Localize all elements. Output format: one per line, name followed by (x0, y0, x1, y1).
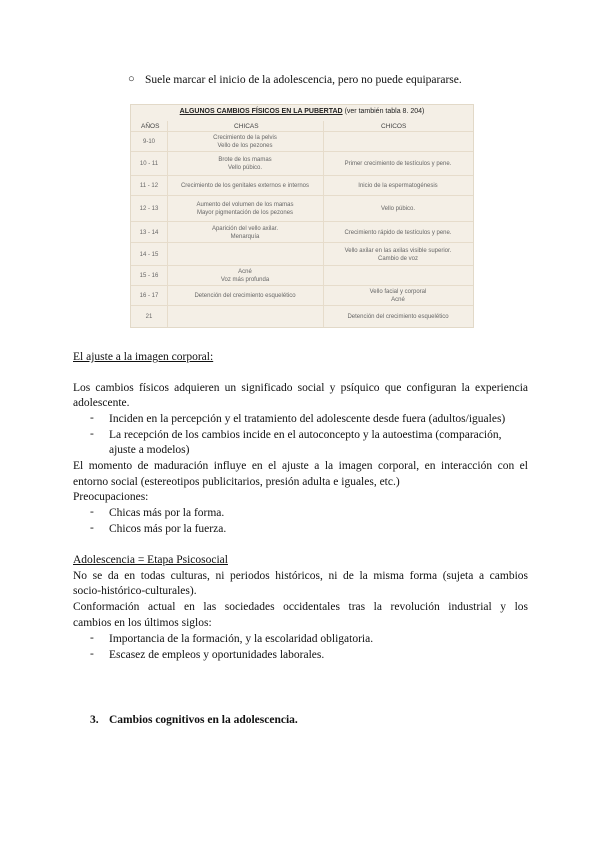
table-row (131, 305, 473, 327)
table-header-boys: CHICOS (381, 123, 407, 130)
paragraph-line: adolescente. (73, 397, 130, 409)
section-heading-cognitive: Cambios cognitivos en la adolescencia. (109, 714, 298, 726)
paragraph-line: socio-histórico-culturales). (73, 585, 197, 597)
table-cell-chicas: Crecimiento de los genitales externos e internos (180, 183, 310, 189)
bullet-circle-icon: ○ (128, 73, 135, 85)
list-item: La recepción de los cambios incide en el autoconcepto y la autoestima (comparación, (109, 429, 502, 441)
bullet-text: Suele marcar el inicio de la adolescencia, pero no puede equipararse. (145, 74, 462, 86)
table-cell-age: 13 - 14 (139, 229, 159, 236)
section-number: 3. (90, 714, 99, 726)
table-cell-chicas: Aparición del vello axilar. Menarquía (211, 225, 279, 240)
section-heading-psychosocial: Adolescencia = Etapa Psicosocial (73, 554, 228, 566)
section-heading-body-image: El ajuste a la imagen corporal: (73, 351, 214, 363)
paragraph-line: El momento de maduración influye en el ajuste a la imagen corporal, en interacción con el (73, 460, 528, 472)
table-cell-chicas: Detención del crecimiento esquelético (194, 293, 296, 299)
table-cell-age: 10 - 11 (139, 161, 159, 167)
table-cell-chicos: Crecimiento rápido de testículos y pene. (344, 229, 452, 236)
table-cell-chicas: Acné Voz más profunda (220, 269, 270, 283)
dash-bullet: - (90, 648, 94, 660)
table-cell-age: 21 (145, 313, 153, 320)
table-cell-chicas: Brote de los mamas Vello púbico. (218, 157, 272, 171)
paragraph-line: Preocupaciones: (73, 491, 149, 503)
table-cell-age: 14 - 15 (139, 251, 159, 258)
table-cell-age: 12 - 13 (139, 206, 159, 212)
table-cell-age: 9-10 (142, 139, 155, 145)
list-item: ajuste a modelos) (109, 444, 190, 456)
paragraph-line: Los cambios físicos adquieren un significado social y psíquico que configuran la experiencia (73, 382, 528, 394)
list-item: Importancia de la formación, y la escolaridad obligatoria. (109, 633, 374, 645)
table-cell-chicos: Primer crecimiento de testículos y pene. (344, 161, 452, 167)
table-header-girls: CHICAS (234, 123, 259, 130)
dash-bullet: - (90, 506, 94, 518)
table-cell-chicos: Vello púbico. (380, 206, 416, 212)
paragraph-line: Conformación actual en las sociedades occidentales tras la revolución industrial y los (73, 601, 528, 613)
table-cell-chicas: Crecimiento de la pelvis Vello de los pezones (213, 135, 277, 149)
physical-changes-table (130, 104, 474, 328)
table-row (131, 265, 473, 286)
list-item: Chicas más por la forma. (109, 507, 225, 519)
table-title: ALGUNOS CAMBIOS FÍSICOS EN LA PUBERTAD (ver también tabla 8. 204) (179, 108, 425, 115)
table-row (131, 195, 473, 222)
dash-bullet: - (90, 412, 94, 424)
table-row (131, 242, 473, 266)
dash-bullet: - (90, 522, 94, 534)
table-row (131, 151, 473, 176)
table-cell-age: 11 - 12 (139, 183, 159, 189)
table-row (131, 285, 473, 306)
table-header-age: AÑOS (141, 123, 160, 130)
list-item: Inciden en la percepción y el tratamiento del adolescente desde fuera (adultos/iguales) (109, 413, 506, 425)
table-row (131, 221, 473, 243)
paragraph-line: entorno social (estereotipos publicitarios, presión adulta e iguales, etc.) (73, 476, 400, 488)
list-item: Chicos más por la fuerza. (109, 523, 227, 535)
dash-bullet: - (90, 428, 94, 440)
table-cell-chicas: Aumento del volumen de los mamas Mayor pigmentación de los pezones (196, 202, 294, 216)
table-cell-chicos: Vello facial y corporal Acné (369, 289, 427, 303)
dash-bullet: - (90, 632, 94, 644)
table-row (131, 131, 473, 152)
table-cell-chicos: Detención del crecimiento esquelético (347, 313, 449, 320)
table-cell-age: 16 - 17 (139, 293, 159, 299)
table-cell-age: 15 - 16 (139, 273, 159, 279)
paragraph-line: No se da en todas culturas, ni periodos históricos, ni de la misma forma (sujeta a cambios (73, 570, 528, 582)
table-cell-chicos: Vello axilar en las axilas visible superior. Cambio de voz (344, 247, 452, 262)
list-item: Escasez de empleos y oportunidades laborales. (109, 649, 325, 661)
table-row (131, 175, 473, 196)
paragraph-line: cambios en los últimos siglos: (73, 617, 212, 629)
table-cell-chicos: Inicio de la espermatogénesis (358, 183, 438, 189)
